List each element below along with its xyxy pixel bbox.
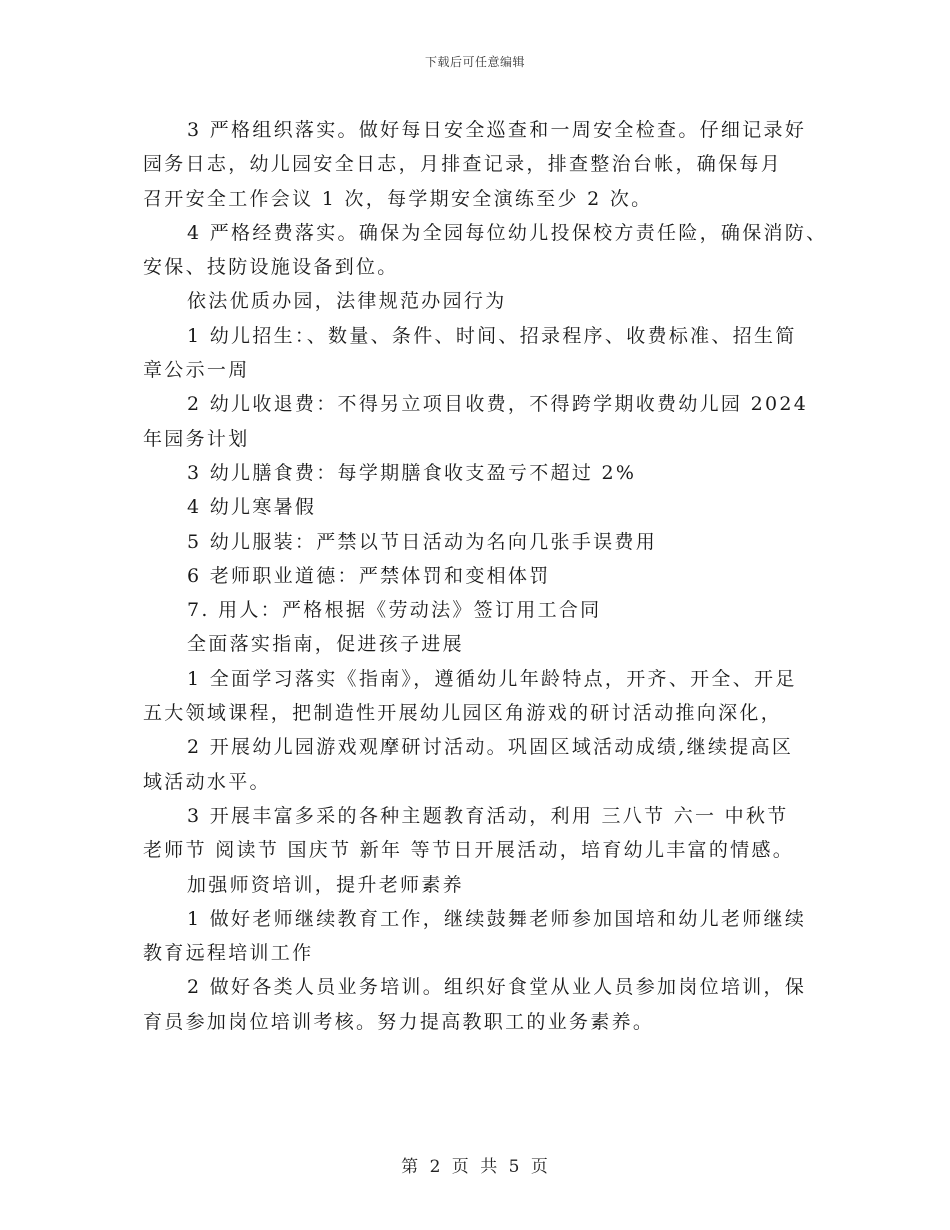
text-line: 2 幼儿收退费：不得另立项目收费，不得跨学期收费幼儿园 2024: [187, 393, 809, 416]
text-line: 育员参加岗位培训考核。努力提高教职工的业务素养。: [143, 1010, 655, 1033]
page-header: 下载后可任意编辑: [424, 55, 525, 69]
page-footer: 第 2 页 共 5 页: [401, 1157, 549, 1177]
text-line: 3 开展丰富多采的各种主题教育活动，利用 三八节 六一 中秋节: [187, 804, 789, 827]
text-line: 召开安全工作会议 1 次，每学期安全演练至少 2 次。: [143, 187, 653, 210]
text-line: 4 严格经费落实。确保为全园每位幼儿投保校方责任险，确保消防、: [187, 221, 828, 244]
document-body: [143, 113, 833, 1039]
text-line: 2 开展幼儿园游戏观摩研讨活动。巩固区域活动成绩,继续提高区: [187, 736, 794, 759]
text-line: 全面落实指南，促进孩子进展: [187, 633, 464, 656]
text-line: 1 做好老师继续教育工作，继续鼓舞老师参加国培和幼儿老师继续: [187, 907, 807, 930]
text-line: 4 幼儿寒暑假: [187, 496, 317, 519]
text-line: 章公示一周: [143, 359, 250, 382]
text-line: 7. 用人：严格根据《劳动法》签订用工合同: [187, 599, 602, 622]
text-line: 6 老师职业道德：严禁体罚和变相体罚: [187, 564, 551, 587]
text-line: 3 幼儿膳食费：每学期膳食收支盈亏不超过 2%: [187, 461, 637, 484]
text-line: 安保、技防设施设备到位。: [143, 256, 399, 279]
text-line: 域活动水平。: [143, 770, 271, 793]
text-line: 3 严格组织落实。做好每日安全巡查和一周安全检查。仔细记录好: [187, 119, 807, 141]
text-line: 2 做好各类人员业务培训。组织好食堂从业人员参加岗位培训，保: [187, 976, 807, 999]
text-line: 五大领域课程，把制造性开展幼儿园区角游戏的研讨活动推向深化，: [143, 702, 783, 725]
text-line: 依法优质办园，法律规范办园行为: [187, 290, 507, 313]
text-line: 加强师资培训，提升老师素养: [187, 873, 464, 896]
text-line: 老师节 阅读节 国庆节 新年 等节日开展活动，培育幼儿丰富的情感。: [143, 839, 795, 862]
text-line: 1 全面学习落实《指南》，遵循幼儿年龄特点，开齐、开全、开足: [187, 667, 797, 690]
text-line: 园务日志，幼儿园安全日志，月排查记录，排查整治台帐，确保每月: [143, 153, 783, 176]
text-line: 1 幼儿招生：、数量、条件、时间、招录程序、收费标准、招生简: [187, 324, 797, 347]
text-line: 年园务计划: [143, 427, 250, 450]
text-line: 5 幼儿服装：严禁以节日活动为名向几张手误费用: [187, 530, 658, 553]
text-line: 教育远程培训工作: [143, 942, 314, 965]
